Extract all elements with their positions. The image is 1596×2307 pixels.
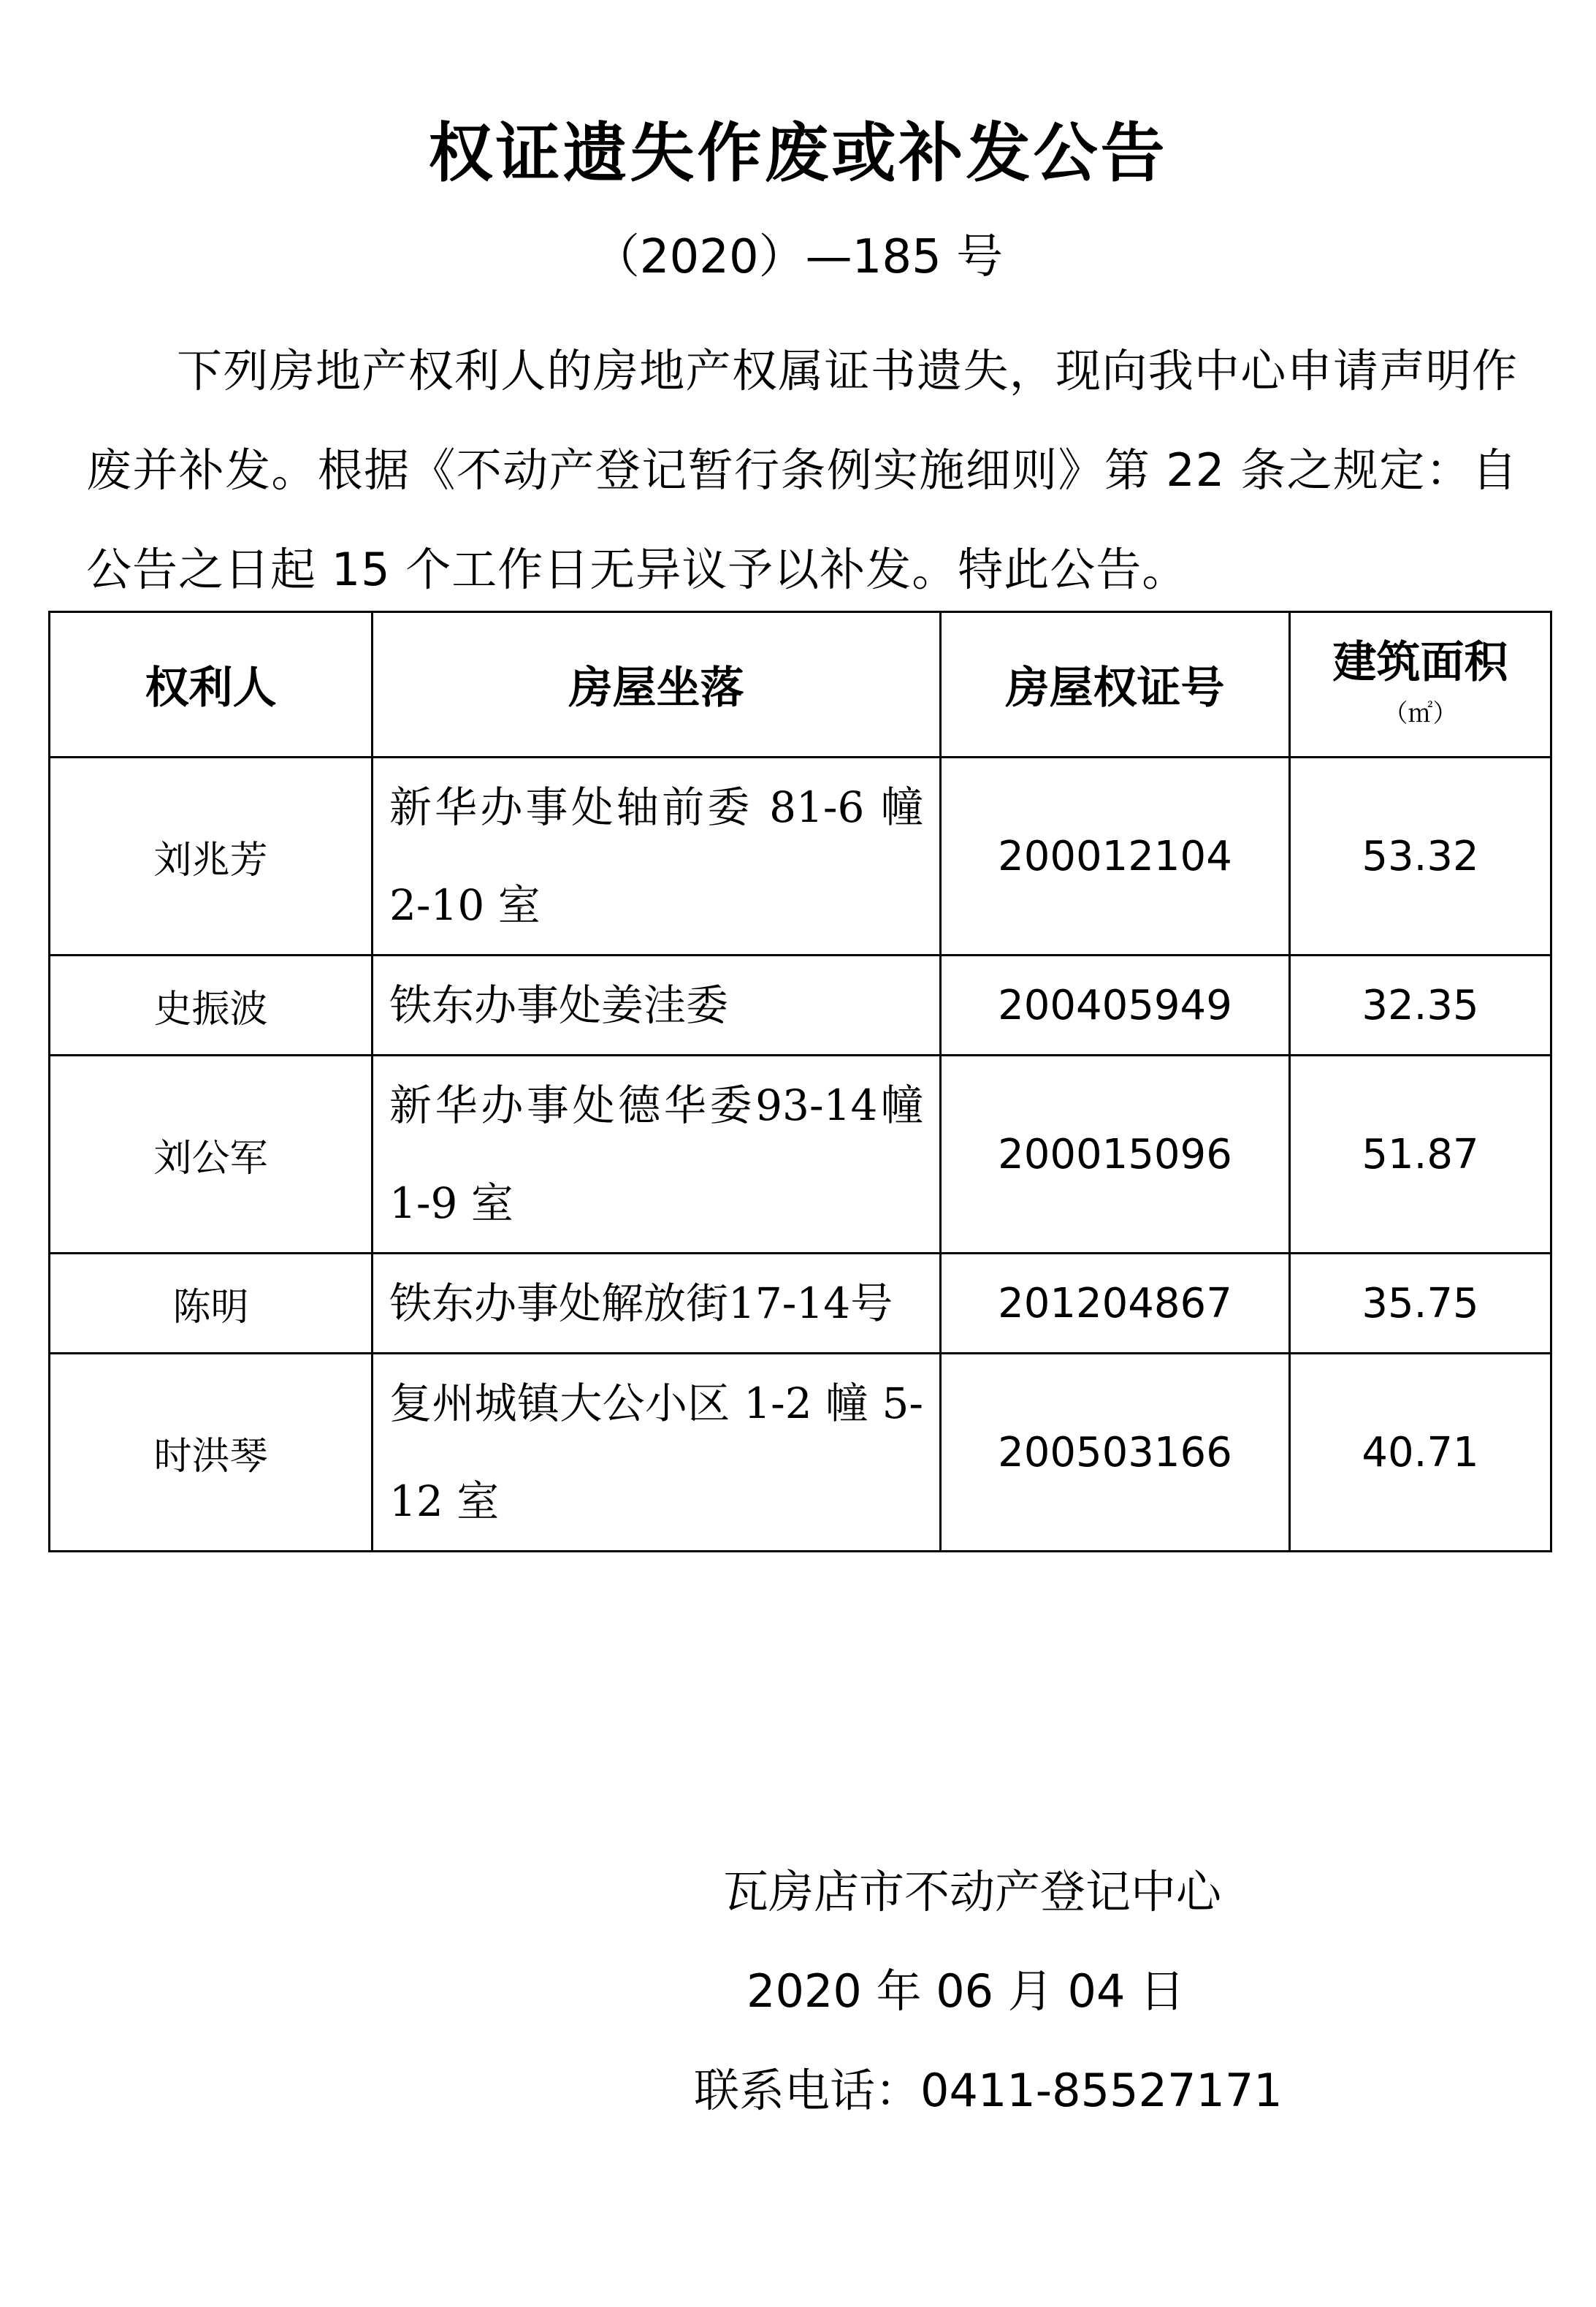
header-area — [1290, 612, 1551, 758]
cell-certificate: 200015096 — [941, 1056, 1290, 1254]
cell-holder: 陈明 — [50, 1254, 373, 1354]
table-row — [50, 956, 1551, 1056]
cell-location: 新华办事处德华委93-14幢 1-9 室 — [373, 1056, 941, 1254]
table-row — [50, 1056, 1551, 1254]
cell-location: 铁东办事处解放街17-14号 — [373, 1254, 941, 1354]
cell-certificate: 200503166 — [941, 1354, 1290, 1552]
issuer-name: 瓦房店市不动产登记中心 — [723, 1865, 1222, 1918]
cell-location: 新华办事处轴前委 81-6 幢 2-10 室 — [373, 758, 941, 956]
cell-area: 53.32 — [1290, 758, 1551, 956]
cell-area: 51.87 — [1290, 1056, 1551, 1254]
header-area-label: 建筑面积 — [1332, 637, 1508, 688]
table-row — [50, 1354, 1551, 1552]
cell-holder: 史振波 — [50, 956, 373, 1056]
cell-area: 32.35 — [1290, 956, 1551, 1056]
cell-holder: 刘公军 — [50, 1056, 373, 1254]
cell-area: 35.75 — [1290, 1254, 1551, 1354]
header-holder: 权利人 — [50, 612, 373, 758]
notice-number: （2020）—185 号 — [592, 230, 1004, 284]
cell-holder: 刘兆芳 — [50, 758, 373, 956]
contact-phone: 联系电话：0411-85527171 — [694, 2064, 1283, 2117]
cell-area: 40.71 — [1290, 1354, 1551, 1552]
issue-date: 2020 年 06 月 04 日 — [747, 1964, 1185, 2018]
header-area-unit: （㎡） — [1383, 699, 1458, 728]
table-row — [50, 758, 1551, 956]
cell-holder: 时洪琴 — [50, 1354, 373, 1552]
table-header-row — [50, 612, 1551, 758]
cell-certificate: 200012104 — [941, 758, 1290, 956]
table-row — [50, 1254, 1551, 1354]
header-location: 房屋坐落 — [373, 612, 941, 758]
cell-certificate: 200405949 — [941, 956, 1290, 1056]
notice-intro: 下列房地产权利人的房地产权属证书遗失，现向我中心申请声明作废并补发。根据《不动产登记暂行条例实施细则》第 22 条之规定：自公告之日起 15 个工作日无异议予以补发。特此公告。 — [86, 344, 1518, 596]
cell-certificate: 201204867 — [941, 1254, 1290, 1354]
notice-title: 权证遗失作废或补发公告 — [428, 115, 1168, 191]
cell-location: 复州城镇大公小区 1-2 幢 5-12 室 — [373, 1354, 941, 1552]
cell-location: 铁东办事处姜洼委 — [373, 956, 941, 1056]
header-certificate: 房屋权证号 — [941, 612, 1290, 758]
records-table — [48, 611, 1552, 1552]
